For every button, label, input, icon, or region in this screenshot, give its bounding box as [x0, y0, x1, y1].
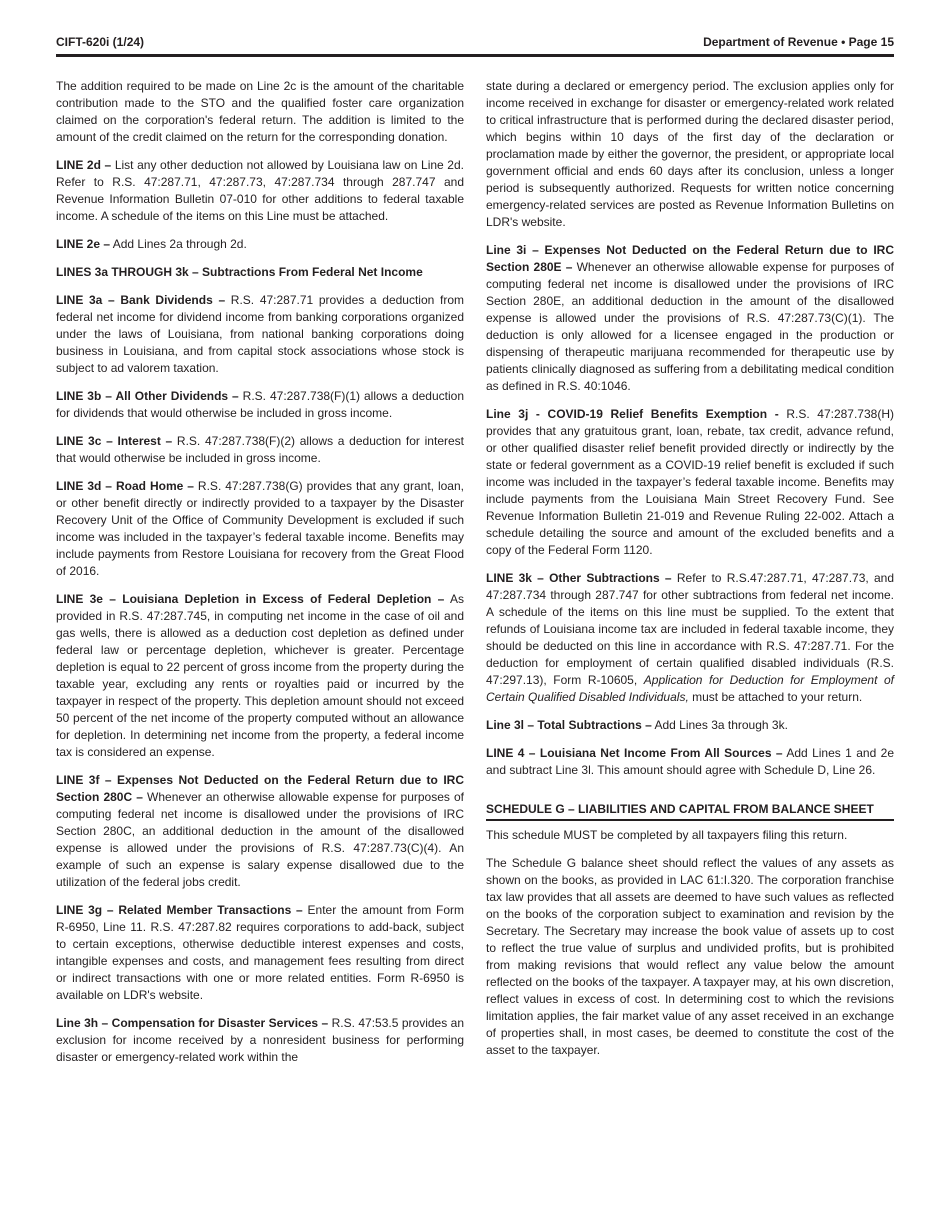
paragraph-line3e: LINE 3e – Louisiana Depletion in Excess of Federal Depletion – As provided in R.S. 47:287.745, in computing net income in the case of oil and gas wells, there is allowed as a deduction cost depletion as defined under federal law or percentage depletion, whichever is greater. Percentage depletion is equal to 22 percent of gross income from the property during the taxable year, excluding any rents or royalties paid or incurred by the taxpayer in respect of the property. This depletion amount should not exceed 50 percent of the net income of the property computed without an allowance for depletion. In determining net income from the property, a federal income tax is considered an expense.: [56, 592, 464, 759]
paragraph-line3d: LINE 3d – Road Home – R.S. 47:287.738(G) provides that any grant, loan, or other benefit directly or indirectly provided to a taxpayer by the Disaster Recovery Unit of the Office of Community Development is excluded if such income was included in the taxpayer’s federal taxable income. Benefits may include payments from Restore Louisiana for recovery from the Great Flood of 2016.: [56, 479, 464, 578]
paragraph-schedule-g-balance-sheet: The Schedule G balance sheet should reflect the values of any assets as shown on the books, as provided in LAC 61:I.320. The corporation franchise tax law provides that all assets are deemed to have such values as reflected on the books of the corporation subject to examination and revision by the Secretary. The Secretary may increase the book value of assets up to cost to reflect the true value of surplus and undivided profits, but is prohibited from making revisions that would reflect any value below the amount reflected on the books of the taxpayer. A taxpayer may, at his own discretion, reflect values in excess of cost. In determining cost to which the revisions limitation applies, the fair market value of any asset received in an exchange of properties shall, in most cases, be deemed to constitute the cost of the asset to the taxpayer.: [486, 856, 894, 1057]
page-header: [56, 34, 894, 57]
paragraph-line2d: LINE 2d – List any other deduction not allowed by Louisiana law on Line 2d. Refer to R.S. 47:287.71, 47:287.73, 47:287.734 through 287.747 and Revenue Information Bulletin 07-010 for other additions to federal taxable income. A schedule of the items on this Line must be attached.: [56, 158, 464, 223]
line2d-heading: LINE 2d –: [56, 158, 112, 172]
line3k-heading: LINE 3k – Other Subtractions –: [486, 571, 672, 585]
line3i-heading: Line 3i – Expenses Not Deducted on the Federal Return due to IRC Section 280E –: [486, 243, 894, 274]
line3h-heading: Line 3h – Compensation for Disaster Services –: [56, 1016, 329, 1030]
left-column: [56, 78, 464, 1077]
paragraph-line3j: Line 3j - COVID-19 Relief Benefits Exemption - R.S. 47:287.738(H) provides that any gratuitous grant, loan, rebate, tax credit, advance refund, or other qualified disaster relief benefit provided directly or indirectly by the state or federal government as a COVID-19 relief benefit is excluded if such income was included in the taxpayer’s federal taxable income. Benefits may include payments from the Louisiana Main Street Recovery Fund. See Revenue Information Bulletin 21-019 and Revenue Ruling 22-002. Attach a schedule detailing the source and amount of the excluded benefits and a copy of the Federal Form 1120.: [486, 407, 894, 557]
paragraph-schedule-g-requirement: This schedule MUST be completed by all taxpayers filing this return.: [486, 828, 848, 842]
paragraph-line4: LINE 4 – Louisiana Net Income From All Sources – Add Lines 1 and 2e and subtract Line 3l. This amount should agree with Schedule D, Line 26.: [486, 746, 895, 777]
line3j-heading: Line 3j - COVID-19 Relief Benefits Exemption -: [486, 407, 779, 421]
line3l-heading: Line 3l – Total Subtractions –: [486, 718, 652, 732]
line3f-heading: LINE 3f – Expenses Not Deducted on the Federal Return due to IRC Section 280C –: [56, 773, 464, 804]
line3e-heading: LINE 3e – Louisiana Depletion in Excess of Federal Depletion –: [56, 592, 445, 606]
line3c-heading: LINE 3c – Interest –: [56, 434, 173, 448]
paragraph-line3i: Line 3i – Expenses Not Deducted on the Federal Return due to IRC Section 280E – Whenever an otherwise allowable expense for purposes of computing federal net income is disallowed under the provisions of IRC Section 280E, an additional deduction in the amount of the disallowed expense is allowed under the provisions of R.S. 47:287.73(C)(1). The deduction is only allowed for a licensee engaged in the production or dispensing of therapeutic marijuana recommended for therapeutic use by patients clinically diagnosed as suffering from a debilitating medical condition as defined in R.S. 40:1046.: [486, 243, 895, 393]
paragraph-line3b: LINE 3b – All Other Dividends – R.S. 47:287.738(F)(1) allows a deduction for dividends that would otherwise be included in gross income.: [56, 389, 464, 420]
paragraph-line3k: LINE 3k – Other Subtractions – Refer to R.S.47:287.71, 47:287.73, and 47:287.734 through 287.747 for other subtractions from federal net income. A schedule of the items on this line must be supplied. To the extent that refunds of Louisiana income tax are included in federal taxable income, they should be deducted on this line in accordance with R.S. 47:287.71. For the deduction for employment of certain qualified disabled individuals (R.S. 47:297.13), Form R-10605, Application for Deduction for Employment of Certain Qualified Disabled Individuals, must be attached to your return.: [486, 571, 895, 704]
paragraph-line2e: LINE 2e – Add Lines 2a through 2d.: [56, 237, 247, 251]
paragraph-line3l: Line 3l – Total Subtractions – Add Lines 3a through 3k.: [486, 718, 788, 732]
form-r10605-title: Application for Deduction for Employment of Certain Qualified Disabled Individuals,: [486, 673, 895, 704]
form-id: CIFT-620i (1/24): [56, 35, 145, 49]
line3g-heading: LINE 3g – Related Member Transactions –: [56, 903, 303, 917]
paragraph-line3h-continued: state during a declared or emergency period. The exclusion applies only for income received in exchange for disaster or emergency-related work related to critical infrastructure that is performed during the declared disaster period, which begins within 10 days of the first day of the declaration or proclamation made by either the governor, the president, or appropriate local government official and ends 60 days after its conclusion, unless a longer period is subsequently authorized. Requests for written notice concerning emergency-related services are posted as Revenue Information Bulletins on LDR's website.: [486, 79, 894, 229]
paragraph-line3g: LINE 3g – Related Member Transactions – Enter the amount from Form R-6950, Line 11. R.S. 47:287.82 requires corporations to add-back, subject to certain exceptions, otherwise deductible interest expenses and costs, intangible expenses and costs, and management fees resulting from direct or indirect transactions with one or more related entities. Form R-6950 is available on LDR's website.: [56, 903, 464, 1002]
line3b-heading: LINE 3b – All Other Dividends –: [56, 389, 239, 403]
line3a-heading: LINE 3a – Bank Dividends –: [56, 293, 226, 307]
schedule-g-title: SCHEDULE G – LIABILITIES AND CAPITAL FROM BALANCE SHEET: [486, 801, 894, 821]
line3d-heading: LINE 3d – Road Home –: [56, 479, 194, 493]
paragraph-line3h: Line 3h – Compensation for Disaster Services – R.S. 47:53.5 provides an exclusion for income received by a nonresident business for performing disaster or emergency-related work within the: [56, 1016, 464, 1064]
department-page: Department of Revenue • Page 15: [703, 35, 894, 49]
paragraph-line2c-addition: The addition required to be made on Line 2c is the amount of the charitable contribution made to the STO and the qualified foster care organization claimed on the corporation's federal return. The addition is limited to the amount of the credit claimed on the return for the corresponding donation.: [56, 79, 464, 144]
paragraph-line3f: LINE 3f – Expenses Not Deducted on the Federal Return due to IRC Section 280C – Whenever an otherwise allowable expense for purposes of computing federal net income is disallowed under the provisions of IRC Section 280C, an additional deduction in the amount of the disallowed expense is allowed under the provisions of R.S. 47:287.73(C)(4). An example of such an expense is salary expense disallowed due to the utilization of the federal jobs credit.: [56, 773, 464, 889]
right-column: [486, 78, 894, 1070]
paragraph-line3a: LINE 3a – Bank Dividends – R.S. 47:287.71 provides a deduction from federal net income for dividend income from banking corporations organized under the laws of Louisiana, from national banking corporations doing business in Louisiana, and from capital stock associations whose stock is subject to ad valorem taxation.: [56, 293, 464, 375]
section-heading-lines3: LINES 3a THROUGH 3k – Subtractions From Federal Net Income: [56, 265, 423, 279]
line2e-heading: LINE 2e –: [56, 237, 111, 251]
paragraph-line3c: LINE 3c – Interest – R.S. 47:287.738(F)(2) allows a deduction for interest that would otherwise be included in gross income.: [56, 434, 464, 465]
line4-heading: LINE 4 – Louisiana Net Income From All Sources –: [486, 746, 783, 760]
